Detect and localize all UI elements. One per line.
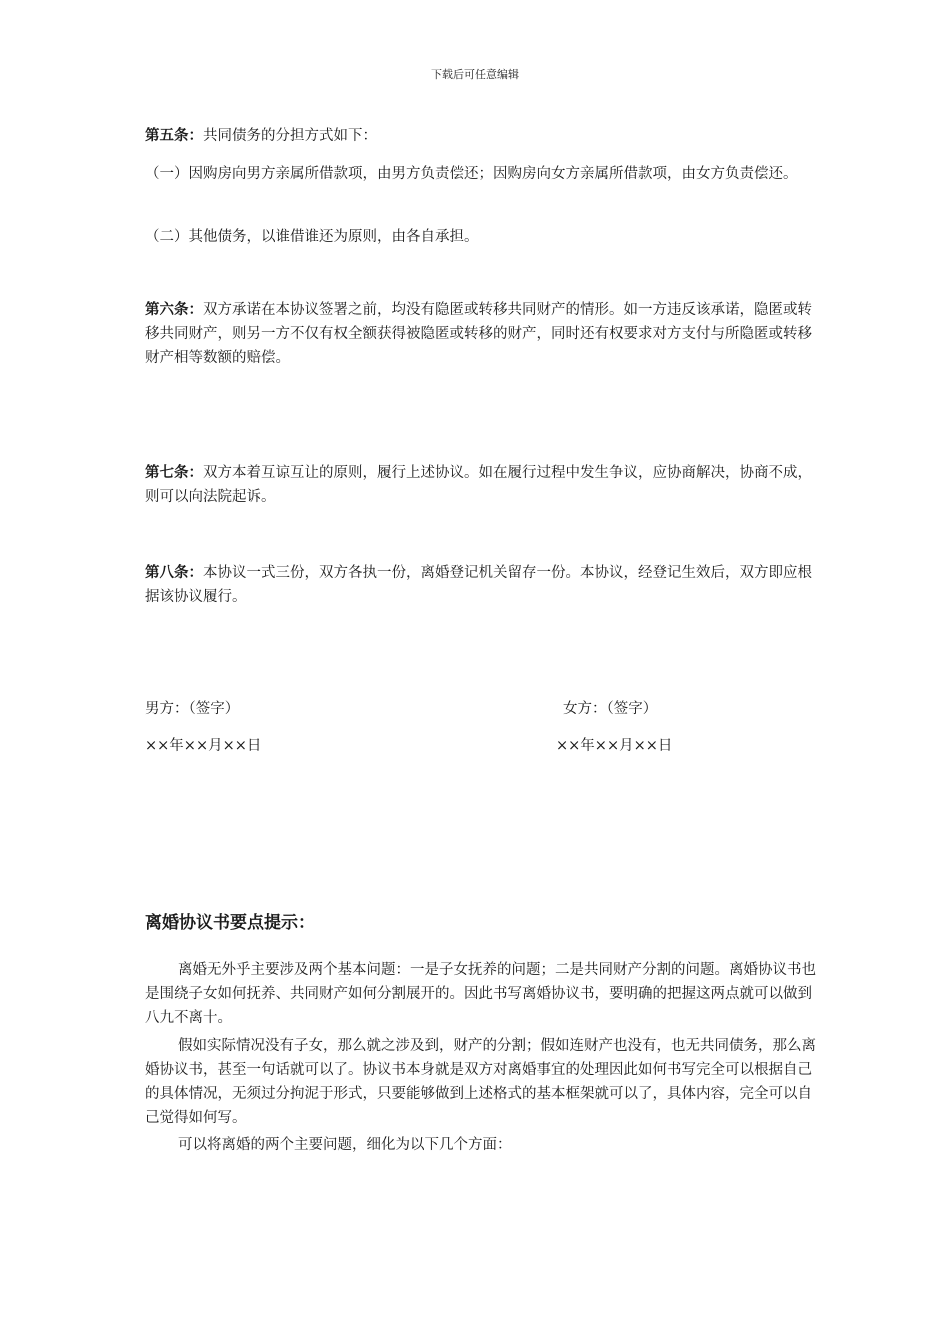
article-6-label: 第六条：	[145, 301, 203, 318]
article-8-text: 本协议一式三份，双方各执一份，离婚登记机关留存一份。本协议，经登记生效后，双方即应根据该协议履行。	[145, 565, 812, 605]
article-5-text: 共同债务的分担方式如下：	[203, 128, 377, 144]
tips-paragraph-2: 假如实际情况没有子女，那么就之涉及到，财产的分割；假如连财产也没有，也无共同债务，那么离婚协议书，甚至一句话就可以了。协议书本身就是双方对离婚事宜的处理因此如何书写完全可以根据自己的具体情况，无须过分拘泥于形式，只要能够做到上述格式的基本框架就可以了，具体内容，完全可以自己觉得如何写。	[145, 1038, 816, 1126]
male-signature: 男方：（签字）	[145, 701, 240, 717]
article-5-item-1: （一）因购房向男方亲属所借款项，由男方负责偿还；因购房向女方亲属所借款项，由女方负责偿还。	[145, 166, 798, 182]
tips-title: 离婚协议书要点提示：	[145, 913, 315, 933]
female-signature: 女方：（签字）	[563, 701, 658, 717]
tips-paragraph-3: 可以将离婚的两个主要问题，细化为以下几个方面：	[178, 1137, 512, 1153]
article-8-label: 第八条：	[145, 564, 203, 581]
article-5	[145, 124, 815, 148]
article-5-label: 第五条：	[145, 127, 203, 144]
article-7-label: 第七条：	[145, 464, 203, 481]
tips-paragraph-1: 离婚无外乎主要涉及两个基本问题：一是子女抚养的问题；二是共同财产分割的问题。离婚协议书也是围绕子女如何抚养、共同财产如何分割展开的。因此书写离婚协议书，要明确的把握这两点就可以做到八九不离十。	[145, 962, 816, 1026]
male-date: ××年××月××日	[145, 738, 262, 754]
article-7	[145, 461, 815, 509]
article-6-text: 双方承诺在本协议签署之前，均没有隐匿或转移共同财产的情形。如一方违反该承诺，隐匿或转移共同财产，则另一方不仅有权全额获得被隐匿或转移的财产，同时还有权要求对方支付与所隐匿或转移财产相等数额的赔偿。	[145, 302, 812, 366]
page-header: 下载后可任意编辑	[431, 68, 519, 81]
article-7-text: 双方本着互谅互让的原则，履行上述协议。如在履行过程中发生争议，应协商解决，协商不成，则可以向法院起诉。	[145, 465, 812, 505]
article-5-item-2: （二）其他债务，以谁借谁还为原则，由各自承担。	[145, 229, 479, 245]
article-8	[145, 561, 815, 609]
female-date: ××年××月××日	[556, 738, 673, 754]
article-6	[145, 298, 815, 370]
